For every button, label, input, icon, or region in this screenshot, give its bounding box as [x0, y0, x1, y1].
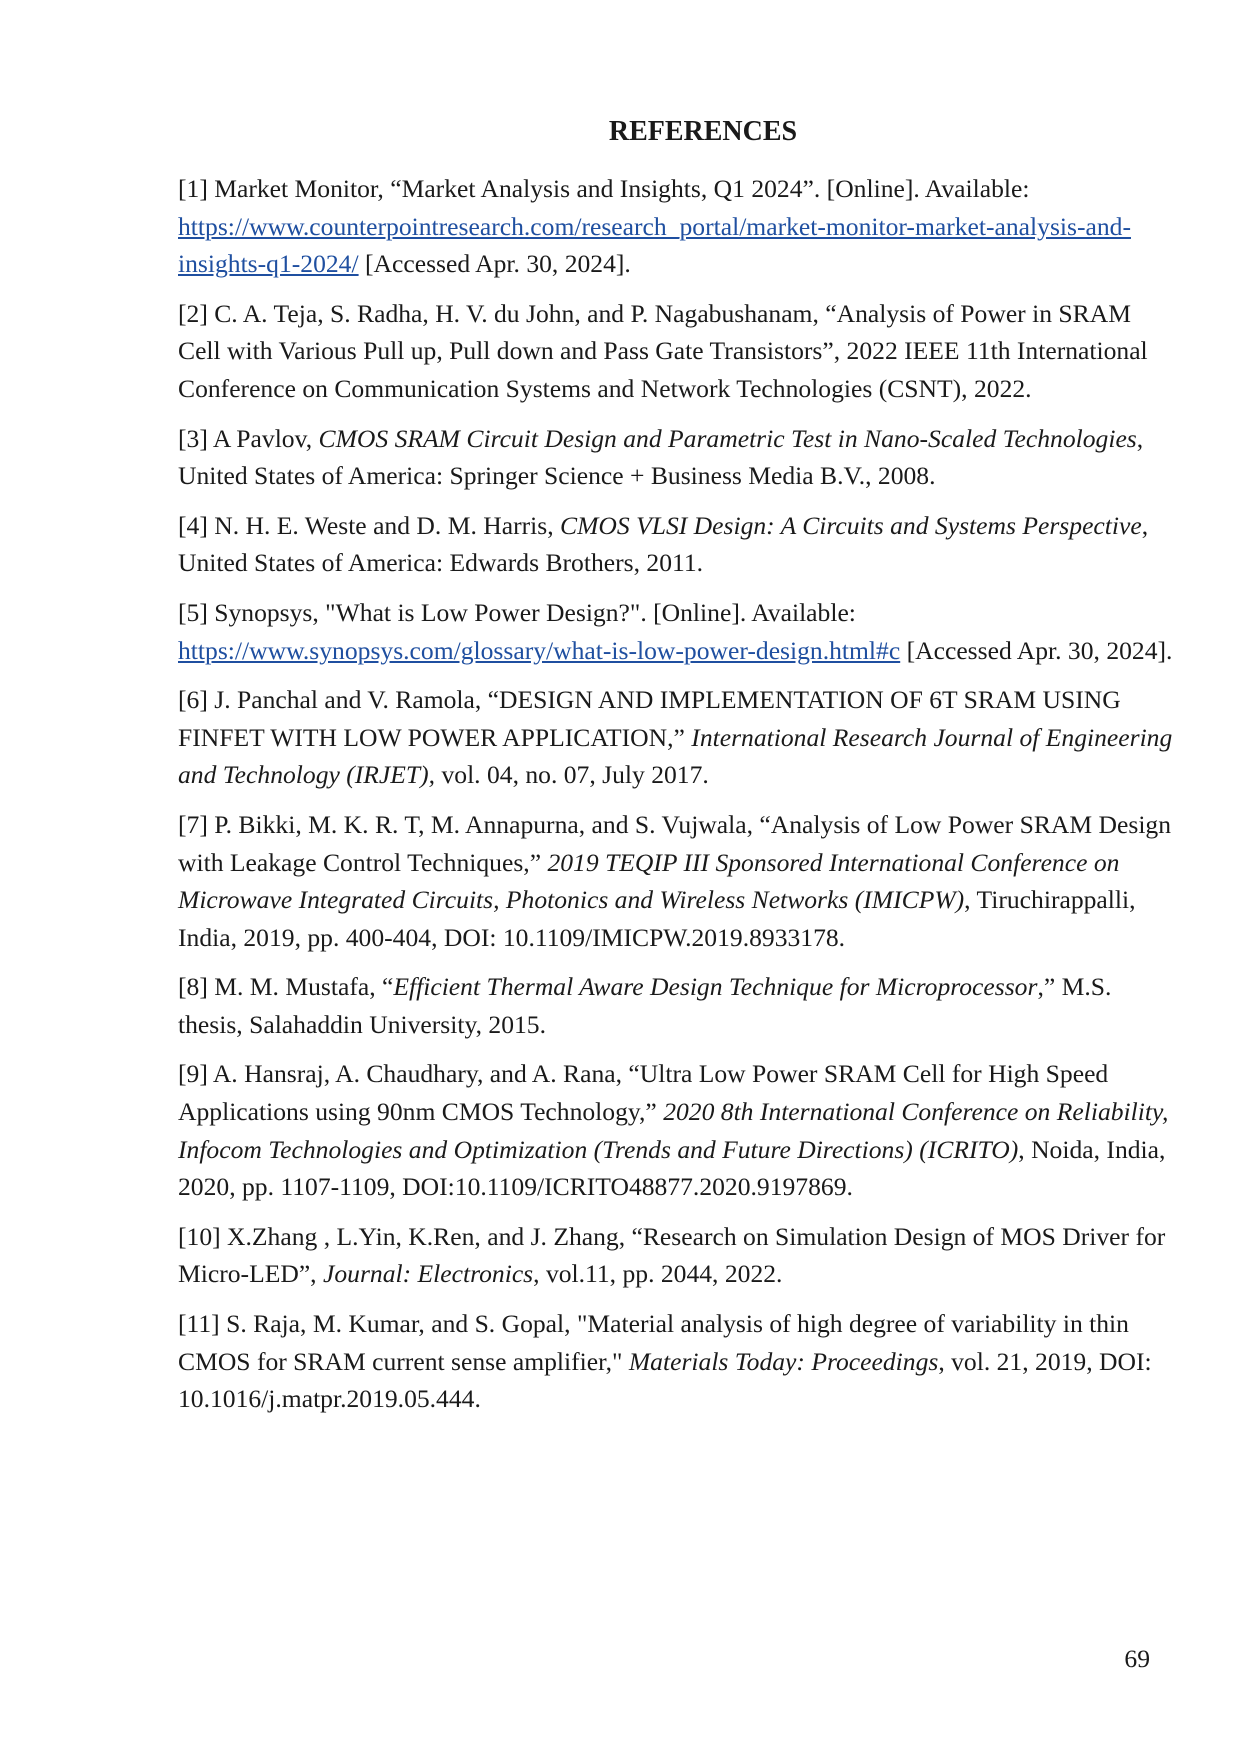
page-number: 69 — [1124, 1644, 1150, 1673]
reference-1: [1] Market Monitor, “Market Analysis and Insights, Q1 2024”. [Online]. Available: https://www.counterpointresearch.com/research_portal/market-monitor-market-analysis-and-insights-q1-2024/ [Accessed Apr. 30, 2024]. — [178, 174, 1131, 279]
reference-5-link[interactable]: https://www.synopsys.com/glossary/what-is-low-power-design.html#c — [178, 635, 901, 665]
reference-5: [5] Synopsys, "What is Low Power Design?". [Online]. Available: https://www.synopsys.com/glossary/what-is-low-power-design.html#c [Accessed Apr. 30, 2024]. — [178, 597, 1173, 665]
reference-4: [4] N. H. E. Weste and D. M. Harris, CMOS VLSI Design: A Circuits and Systems Perspective, United States of America: Edwards Brothers, 2011. — [178, 510, 1149, 578]
reference-7: [7] P. Bikki, M. K. R. T, M. Annapurna, and S. Vujwala, “Analysis of Low Power SRAM Design with Leakage Control Techniques,” 2019 TEQIP III Sponsored International Conference on Microwave Integrated Circuits, Photonics and Wireless Networks (IMICPW), Tiruchirappalli, India, 2019, pp. 400-404, DOI: 10.1109/IMICPW.2019.8933178. — [178, 809, 1172, 952]
reference-3: [3] A Pavlov, CMOS SRAM Circuit Design and Parametric Test in Nano-Scaled Technologies, United States of America: Springer Science + Business Media B.V., 2008. — [178, 423, 1144, 491]
reference-2: [2] C. A. Teja, S. Radha, H. V. du John, and P. Nagabushanam, “Analysis of Power in SRAM Cell with Various Pull up, Pull down and Pass Gate Transistors”, 2022 IEEE 11th International Conference on Communication Systems and Network Technologies (CSNT), 2022. — [178, 298, 1148, 403]
reference-1-link[interactable]: https://www.counterpointresearch.com/research_portal/market-monitor-market-analysis-and-insights-q1-2024/ — [178, 211, 1131, 279]
reference-list — [178, 170, 1178, 1418]
reference-11: [11] S. Raja, M. Kumar, and S. Gopal, "Material analysis of high degree of variability in thin CMOS for SRAM current sense amplifier," Materials Today: Proceedings, vol. 21, 2019, DOI: 10.1016/j.matpr.2019.05.444. — [178, 1309, 1152, 1414]
reference-10: [10] X.Zhang , L.Yin, K.Ren, and J. Zhang, “Research on Simulation Design of MOS Driver for Micro-LED”, Journal: Electronics, vol.11, pp. 2044, 2022. — [178, 1221, 1166, 1289]
reference-6: [6] J. Panchal and V. Ramola, “DESIGN AND IMPLEMENTATION OF 6T SRAM USING FINFET WITH LOW POWER APPLICATION,” International Research Journal of Engineering and Technology (IRJET), vol. 04, no. 07, July 2017. — [178, 685, 1173, 790]
reference-8: [8] M. M. Mustafa, “Efficient Thermal Aware Design Technique for Microprocessor,” M.S. thesis, Salahaddin University, 2015. — [178, 972, 1112, 1039]
page-title: REFERENCES — [608, 116, 798, 147]
reference-9: [9] A. Hansraj, A. Chaudhary, and A. Rana, “Ultra Low Power SRAM Cell for High Speed Applications using 90nm CMOS Technology,” 2020 8th International Conference on Reliability, Infocom Technologies and Optimization (Trends and Future Directions) (ICRITO), Noida, India, 2020, pp. 1107-1109, DOI:10.1109/ICRITO48877.2020.9197869. — [178, 1059, 1169, 1202]
